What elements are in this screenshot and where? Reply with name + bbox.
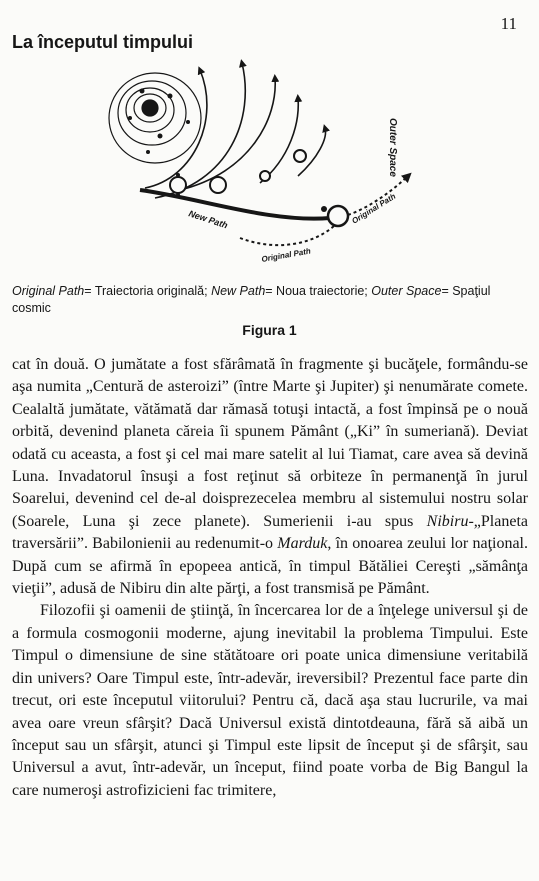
chapter-title: La începutul timpului <box>12 32 193 52</box>
label-original-path-right: Original Path <box>350 191 398 226</box>
body-text <box>12 354 528 802</box>
label-original-path-bottom: Original Path <box>260 246 312 264</box>
planet-dot <box>176 173 180 177</box>
inner-planet <box>186 120 190 124</box>
term-nibiru: Nibiru <box>426 512 469 530</box>
inner-planet <box>158 134 163 139</box>
label-outer-space: Outer Space <box>387 118 398 177</box>
orbit-diagram <box>100 58 430 273</box>
paragraph-1 <box>12 354 528 600</box>
collision-planet <box>328 206 348 226</box>
planet-on-path <box>260 171 270 181</box>
paragraph-1-part-1: cat în două. O jumătate a fost sfărâmată în fragmente şi bucăţele, formându-se aşa numita „Centură de asteroizi” (între Marte şi Jupiter) şi nenumărate comete. Cealaltă jumătate, vătămată dar rămasă totuşi intactă, a fost împinsă pe o nouă orbită, devenind planeta căreia îi spunem Pământ („Ki” în sumeriană). Deviat odată cu aceasta, a fost şi cel mai mare satelit al lui Tiamat, care avea să devină Luna. Invadatorul însuşi a fost reţinut să orbiteze în permanenţă în jurul Soarelui, devenind cel de-al doisprezecelea membru al sistemului nostru solar (Soarele, Luna şi zece planete). Sumerienii i-au spus <box>12 356 528 530</box>
new-path-line <box>140 190 330 219</box>
caption-def-outer-space: = Spaţiul cosmic <box>12 284 491 315</box>
caption-term-outer-space: Outer Space <box>371 284 442 298</box>
figure-label: Figura 1 <box>242 322 297 338</box>
inner-planet <box>140 89 145 94</box>
outer-orbits <box>145 63 326 198</box>
caption-def-original-path: = Traiectoria originală; <box>84 284 212 298</box>
orbit-arc-1 <box>145 70 207 188</box>
inner-orbit-4 <box>109 73 201 163</box>
paragraph-1-part-2: -„Planeta traversării”. Babilonienii au redenumit-o <box>12 512 528 553</box>
caption-term-original-path: Original Path <box>12 284 85 298</box>
sun <box>142 100 158 116</box>
figure-caption <box>12 283 527 317</box>
caption-term-new-path: New Path <box>211 284 266 298</box>
planet-on-path <box>210 177 226 193</box>
inner-orbits <box>109 73 201 163</box>
paragraph-2: Filozofii şi oamenii de ştiinţă, în încercarea lor de a înţelege universul şi de a formula cosmogonii moderne, ajung inevitabil la problema Timpului. Este Timpul o dimensiune de sine stătătoare ori poate unica dimensiune veritabilă din univers? Oare Timpul este, într-adevăr, ireversibil? Prezentul face parte din trecut, ori este începutul viitorului? Pentru că, dacă aşa stau lucrurile, va mai avea oare vreun sfârşit? Dacă Universul există dintotdeauna, fără să aibă un început sau un sfârşit, atunci şi Timpul este lipsit de început şi de sfârşit, sau Universul a avut, într-adevăr, un început, fiind poate vorba de Big Bangul la care numeroşi astrofizicieni fac trimitere, <box>12 602 528 799</box>
paragraph-1-part-3: , în onoarea zeului lor naţional. După cum se afirmă în epopeea antică, în timpul Bătăliei Cereşti „sămânţa vieţii”, adusă de Nibiru din alte părţi, a fost transmisă pe Pământ. <box>12 535 529 598</box>
original-path-bottom-line <box>240 220 340 245</box>
label-new-path: New Path <box>187 208 230 231</box>
term-marduk: Marduk <box>277 535 328 553</box>
caption-def-new-path: = Noua traiectorie; <box>265 284 372 298</box>
orbit-arc-2 <box>155 63 245 198</box>
inner-planet <box>168 94 173 99</box>
planet-on-path <box>170 177 186 193</box>
satellite-dot <box>321 206 327 212</box>
inner-planet <box>146 150 150 154</box>
page-number: 11 <box>500 14 517 33</box>
orbit-diagram-svg <box>100 58 430 273</box>
inner-planet <box>128 116 132 120</box>
planet-on-path <box>294 150 306 162</box>
